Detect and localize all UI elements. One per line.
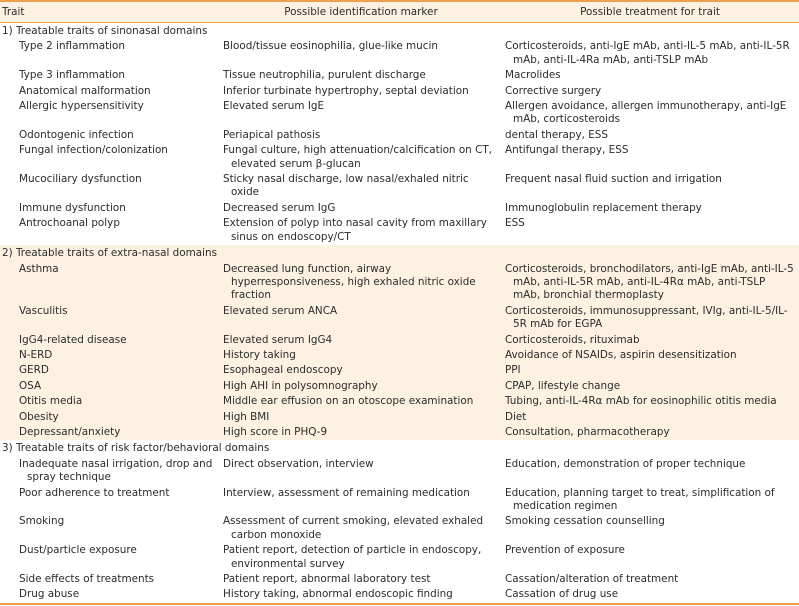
marker-cell <box>221 304 503 333</box>
trait-cell <box>0 172 221 201</box>
trait-cell <box>0 394 221 409</box>
marker-cell-text: Patient report, abnormal laboratory test <box>223 573 431 586</box>
marker-cell-text: Fungal culture, high attenuation/calcification on CT, elevated serum β-glucan <box>223 144 492 170</box>
treatment-cell <box>503 587 799 603</box>
header-treatment: Possible treatment for trait <box>503 1 799 23</box>
trait-cell <box>0 128 221 143</box>
treatment-cell <box>503 572 799 587</box>
marker-cell <box>221 68 503 83</box>
treatment-cell <box>503 143 799 172</box>
trait-cell <box>0 379 221 394</box>
trait-cell <box>0 304 221 333</box>
trait-cell <box>0 514 221 543</box>
marker-cell <box>221 201 503 216</box>
trait-cell <box>0 486 221 515</box>
trait-cell <box>0 39 221 68</box>
table-row <box>0 514 799 543</box>
trait-cell-text: Anatomical malformation <box>19 84 151 97</box>
treatment-cell <box>503 304 799 333</box>
marker-cell <box>221 216 503 245</box>
marker-cell-text: Blood/tissue eosinophilia, glue-like mucin <box>223 40 438 53</box>
trait-cell-text: IgG4-related disease <box>19 333 127 346</box>
marker-cell-text: Direct observation, interview <box>223 457 374 470</box>
trait-cell <box>0 410 221 425</box>
treatment-cell-text: Avoidance of NSAIDs, aspirin desensitization <box>505 348 737 361</box>
treatment-cell <box>503 410 799 425</box>
treatment-cell-text: Corticosteroids, anti-IgE mAb, anti-IL-5 mAb, anti-IL-5R mAb, anti-IL-4Ra mAb, anti-TSLP mAb <box>505 40 790 66</box>
trait-cell-text: Drug abuse <box>19 588 80 601</box>
marker-cell-text: Extension of polyp into nasal cavity from maxillary sinus on endoscopy/CT <box>223 217 487 243</box>
treatment-cell <box>503 99 799 128</box>
trait-cell <box>0 572 221 587</box>
table-row <box>0 333 799 348</box>
table-row <box>0 486 799 515</box>
treatment-cell-text: Corticosteroids, immunosuppressant, IVIg, anti-IL-5/IL-5R mAb for EGPA <box>505 304 788 331</box>
section-title: 3) Treatable traits of risk factor/behavioral domains <box>2 442 270 455</box>
treatment-cell <box>503 486 799 515</box>
trait-cell <box>0 201 221 216</box>
treatment-cell <box>503 425 799 440</box>
marker-cell-text: History taking <box>223 348 296 361</box>
section-title: 2) Treatable traits of extra-nasal domains <box>2 247 217 260</box>
table-row <box>0 587 799 603</box>
marker-cell <box>221 514 503 543</box>
marker-cell <box>221 39 503 68</box>
marker-cell-text: Assessment of current smoking, elevated exhaled carbon monoxide <box>223 515 484 541</box>
treatment-cell-text: CPAP, lifestyle change <box>505 379 621 392</box>
marker-cell <box>221 99 503 128</box>
marker-cell-text: High score in PHQ-9 <box>223 425 328 438</box>
trait-cell-text: Asthma <box>19 262 59 275</box>
treatment-cell-text: Prevention of exposure <box>505 544 625 557</box>
marker-cell <box>221 572 503 587</box>
marker-cell <box>221 262 503 304</box>
trait-cell <box>0 84 221 99</box>
trait-cell-text: Antrochoanal polyp <box>19 217 120 230</box>
trait-cell-text: Depressant/anxiety <box>19 425 121 438</box>
trait-cell-text: GERD <box>19 364 49 377</box>
table-row <box>0 363 799 378</box>
table-row <box>0 572 799 587</box>
trait-cell <box>0 543 221 572</box>
treatment-cell <box>503 514 799 543</box>
treatment-cell <box>503 216 799 245</box>
treatment-cell <box>503 84 799 99</box>
marker-cell-text: Tissue neutrophilia, purulent discharge <box>223 69 426 82</box>
treatment-cell-text: PPI <box>505 364 521 377</box>
section-title: 1) Treatable traits of sinonasal domains <box>2 25 208 37</box>
marker-cell-text: History taking, abnormal endoscopic finding <box>223 588 453 601</box>
trait-cell-text: Inadequate nasal irrigation, drop and spray technique <box>19 457 213 484</box>
table-row <box>0 172 799 201</box>
trait-cell-text: Otitis media <box>19 395 83 408</box>
treatment-cell <box>503 394 799 409</box>
trait-cell <box>0 216 221 245</box>
treatment-cell <box>503 172 799 201</box>
treatment-cell <box>503 457 799 486</box>
marker-cell-text: Patient report, detection of particle in endoscopy, environmental survey <box>223 544 482 570</box>
marker-cell <box>221 587 503 603</box>
marker-cell-text: High BMI <box>223 410 270 423</box>
trait-cell <box>0 348 221 363</box>
trait-cell <box>0 587 221 603</box>
table-row <box>0 304 799 333</box>
table-row <box>0 394 799 409</box>
trait-cell-text: Mucociliary dysfunction <box>19 173 142 186</box>
treatment-cell-text: Cassation of drug use <box>505 588 619 601</box>
trait-cell-text: Side effects of treatments <box>19 573 155 586</box>
treatment-cell-text: Education, planning target to treat, simplification of medication regimen <box>505 486 775 512</box>
marker-cell-text: Interview, assessment of remaining medication <box>223 486 470 499</box>
marker-cell <box>221 84 503 99</box>
trait-cell <box>0 425 221 440</box>
table-row <box>0 410 799 425</box>
treatment-cell-text: Corrective surgery <box>505 84 602 97</box>
marker-cell <box>221 486 503 515</box>
trait-cell <box>0 99 221 128</box>
marker-cell <box>221 543 503 572</box>
marker-cell <box>221 410 503 425</box>
treatment-cell-text: ESS <box>505 217 525 230</box>
treatment-cell <box>503 363 799 378</box>
treatment-cell-text: Consultation, pharmacotherapy <box>505 425 670 438</box>
trait-cell <box>0 262 221 304</box>
treatment-cell-text: Corticosteroids, rituximab <box>505 333 640 346</box>
treatment-cell-text: Antifungal therapy, ESS <box>505 144 629 157</box>
marker-cell <box>221 379 503 394</box>
trait-cell-text: N-ERD <box>19 348 53 361</box>
table-row <box>0 84 799 99</box>
trait-cell-text: Fungal infection/colonization <box>19 144 168 157</box>
table-row <box>0 99 799 128</box>
table-row <box>0 543 799 572</box>
treatment-cell-text: Diet <box>505 410 527 423</box>
marker-cell-text: Periapical pathosis <box>223 128 321 141</box>
marker-cell-text: Elevated serum ANCA <box>223 304 338 317</box>
header-identification-marker: Possible identification marker <box>221 1 503 23</box>
trait-cell-text: Obesity <box>19 410 59 423</box>
treatment-cell <box>503 128 799 143</box>
table-row <box>0 379 799 394</box>
treatment-cell-text: dental therapy, ESS <box>505 128 609 141</box>
trait-cell-text: Smoking <box>19 515 65 528</box>
trait-cell-text: Odontogenic infection <box>19 128 134 141</box>
trait-cell-text: Type 2 inflammation <box>19 40 125 53</box>
trait-cell-text: Immune dysfunction <box>19 201 126 214</box>
trait-cell-text: Allergic hypersensitivity <box>19 100 144 113</box>
treatment-cell-text: Corticosteroids, bronchodilators, anti-IgE mAb, anti-IL-5 mAb, anti-IL-5R mAb, anti-IL-4Rα mAb, anti-TSLP mAb, bronchial thermoplasty <box>505 262 794 302</box>
treatment-cell-text: Frequent nasal fluid suction and irrigation <box>505 173 722 186</box>
treatment-cell-text: Tubing, anti-IL-4Rα mAb for eosinophilic otitis media <box>505 395 777 408</box>
section-header-row <box>0 245 799 261</box>
treatment-cell-text: Cassation/alteration of treatment <box>505 573 679 586</box>
trait-cell <box>0 68 221 83</box>
marker-cell <box>221 172 503 201</box>
table-row <box>0 262 799 304</box>
table-row <box>0 348 799 363</box>
marker-cell <box>221 348 503 363</box>
treatment-cell-text: Immunoglobulin replacement therapy <box>505 201 702 214</box>
treatment-cell <box>503 348 799 363</box>
table-header-row <box>0 1 799 23</box>
marker-cell <box>221 363 503 378</box>
table-row <box>0 201 799 216</box>
table-row <box>0 425 799 440</box>
marker-cell <box>221 333 503 348</box>
marker-cell-text: High AHI in polysomnography <box>223 379 378 392</box>
header-trait: Trait <box>0 1 221 23</box>
section-1 <box>0 23 799 246</box>
marker-cell <box>221 143 503 172</box>
section-header-row <box>0 440 799 456</box>
marker-cell-text: Elevated serum IgE <box>223 100 325 113</box>
marker-cell-text: Decreased lung function, airway hyperresponsiveness, high exhaled nitric oxide fraction <box>223 262 476 302</box>
marker-cell <box>221 394 503 409</box>
marker-cell <box>221 457 503 486</box>
treatment-cell-text: Education, demonstration of proper technique <box>505 457 746 470</box>
trait-cell <box>0 363 221 378</box>
treatment-cell <box>503 39 799 68</box>
trait-cell-text: Poor adherence to treatment <box>19 486 170 499</box>
trait-cell-text: OSA <box>19 379 42 392</box>
trait-cell-text: Vasculitis <box>19 304 68 317</box>
table-row <box>0 39 799 68</box>
trait-cell <box>0 457 221 486</box>
treatment-cell <box>503 379 799 394</box>
treatment-cell <box>503 333 799 348</box>
trait-cell-text: Dust/particle exposure <box>19 544 137 557</box>
marker-cell-text: Esophageal endoscopy <box>223 364 343 377</box>
marker-cell-text: Elevated serum IgG4 <box>223 333 333 346</box>
table-row <box>0 128 799 143</box>
trait-cell-text: Type 3 inflammation <box>19 69 125 82</box>
treatment-cell <box>503 201 799 216</box>
table-row <box>0 457 799 486</box>
section-3 <box>0 440 799 603</box>
marker-cell-text: Decreased serum IgG <box>223 201 336 214</box>
treatment-cell <box>503 543 799 572</box>
treatment-cell-text: Allergen avoidance, allergen immunotherapy, anti-IgE mAb, corticosteroids <box>505 100 787 126</box>
trait-cell <box>0 143 221 172</box>
treatment-cell <box>503 262 799 304</box>
marker-cell-text: Inferior turbinate hypertrophy, septal deviation <box>223 84 469 97</box>
treatment-cell-text: Smoking cessation counselling <box>505 515 665 528</box>
marker-cell-text: Sticky nasal discharge, low nasal/exhaled nitric oxide <box>223 173 469 199</box>
section-2 <box>0 245 799 440</box>
section-header-row <box>0 23 799 40</box>
table-row <box>0 143 799 172</box>
marker-cell <box>221 425 503 440</box>
treatment-cell-text: Macrolides <box>505 69 561 82</box>
table-row <box>0 216 799 245</box>
marker-cell <box>221 128 503 143</box>
table-row <box>0 68 799 83</box>
treatment-cell <box>503 68 799 83</box>
trait-cell <box>0 333 221 348</box>
marker-cell-text: Middle ear effusion on an otoscope examination <box>223 395 474 408</box>
